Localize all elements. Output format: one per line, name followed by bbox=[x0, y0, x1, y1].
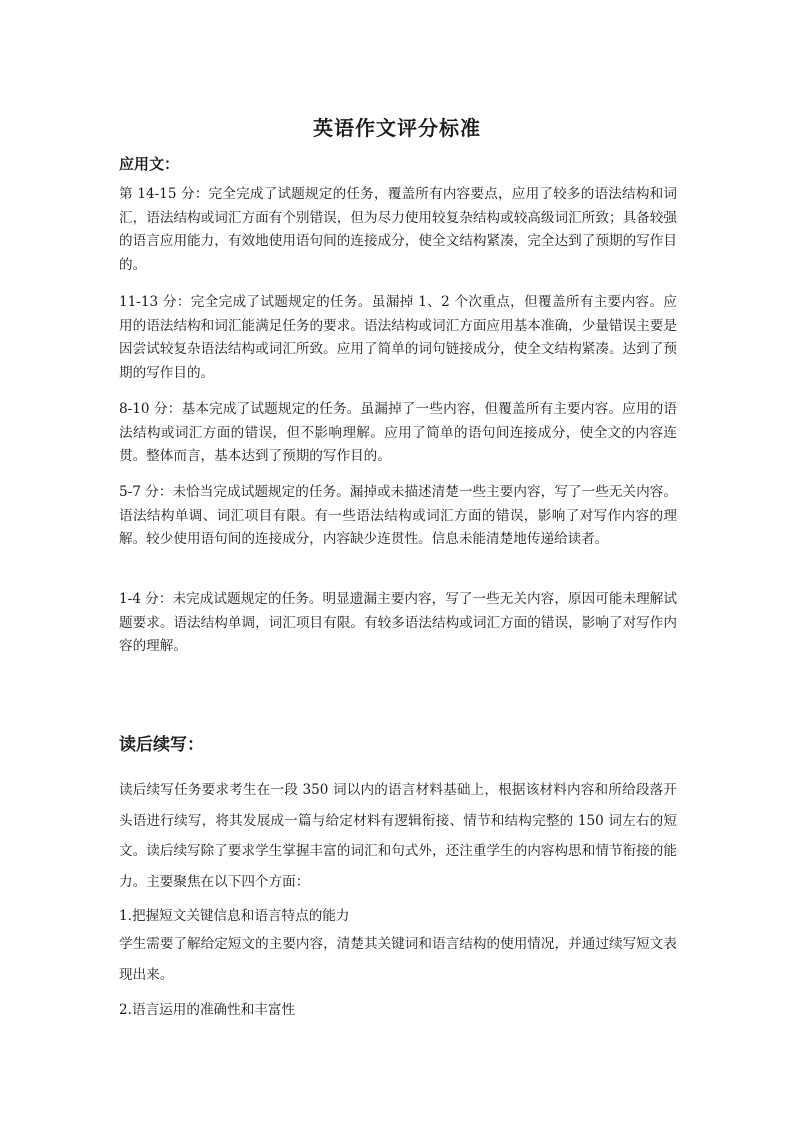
score-paragraph-14-15: 第 14-15 分：完全完成了试题规定的任务，覆盖所有内容要点，应用了较多的语法结构和词汇，语法结构或词汇方面有个别错误，但为尽力使用较复杂结构或较高级词汇所致；具备较强的语言应用能力，有效地使用语句间的连接成分，使全文结构紧凑，完全达到了预期的写作目的。 bbox=[119, 186, 677, 273]
score-paragraph-11-13: 11-13 分：完全完成了试题规定的任务。虽漏掉 1、2 个次重点，但覆盖所有主要内容。应用的语法结构和词汇能满足任务的要求。语法结构或词汇方面应用基本准确，少量错误主要是因尝试较复杂语法结构或词汇所致。应用了简单的词句链接成分，使全文结构紧凑。达到了预期的写作目的。 bbox=[119, 294, 677, 381]
section-heading-continuation: 读后续写： bbox=[119, 735, 204, 755]
score-paragraph-8-10: 8-10 分：基本完成了试题规定的任务。虽漏掉了一些内容，但覆盖所有主要内容。应用的语法结构或词汇方面的错误，但不影响理解。应用了简单的语句间连接成分，使全文的内容连贯。整体而言，基本达到了预期的写作目的。 bbox=[119, 401, 677, 464]
continuation-intro-paragraph: 读后续写任务要求考生在一段 350 词以内的语言材料基础上，根据该材料内容和所给段落开头语进行续写，将其发展成一篇与给定材料有逻辑衔接、情节和结构完整的 150 词左右的短文。读后续写除了要求学生掌握丰富的词汇和句式外，还注重学生的内容构思和情节衔接的能力。主要聚焦在以下四个方面： bbox=[119, 782, 677, 890]
list-item-1-title: 1.把握短文关键信息和语言特点的能力 bbox=[119, 908, 350, 924]
section-heading-application: 应用文： bbox=[119, 155, 180, 173]
score-paragraph-5-7: 5-7 分：未恰当完成试题规定的任务。漏掉或未描述清楚一些主要内容，写了一些无关内容。语法结构单调、词汇项目有限。有一些语法结构或词汇方面的错误，影响了对写作内容的理解。较少使用语句间的连接成分，内容缺少连贯性。信息未能清楚地传递给读者。 bbox=[119, 484, 677, 547]
list-item-1-body: 学生需要了解给定短文的主要内容，清楚其关键词和语言结构的使用情况，并通过续写短文表现出来。 bbox=[119, 936, 677, 983]
list-item-2-title: 2.语言运用的准确性和丰富性 bbox=[119, 1002, 296, 1018]
document-title: 英语作文评分标准 bbox=[313, 116, 481, 140]
score-paragraph-1-4: 1-4 分：未完成试题规定的任务。明显遗漏主要内容，写了一些无关内容，原因可能未理解试题要求。语法结构单调，词汇项目有限。有较多语法结构或词汇方面的错误，影响了对写作内容的理解。 bbox=[119, 591, 677, 654]
